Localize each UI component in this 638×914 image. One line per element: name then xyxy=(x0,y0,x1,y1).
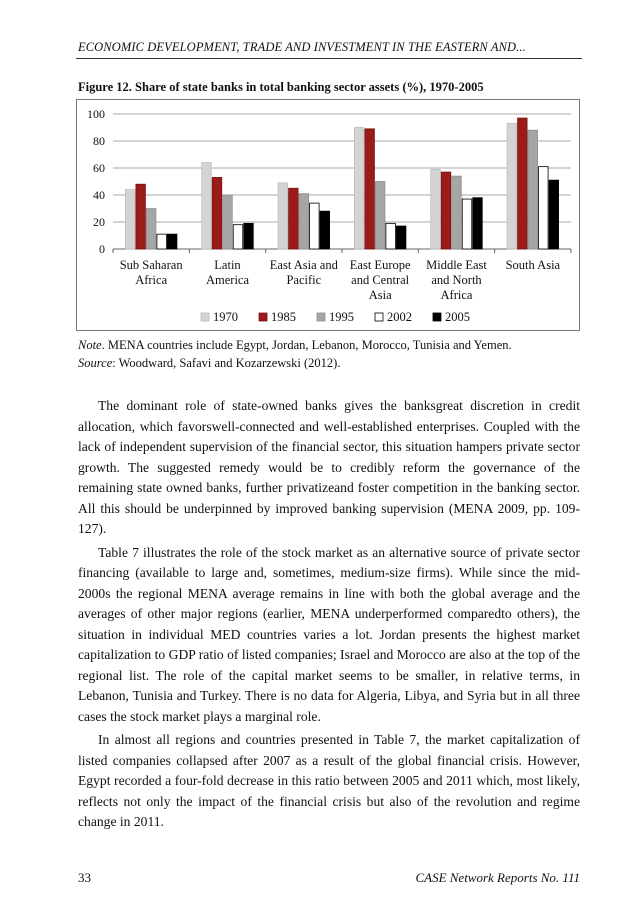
bar-2002 xyxy=(157,234,167,249)
category-label: Asia xyxy=(368,288,392,302)
page-number: 33 xyxy=(78,870,91,885)
bar-2005 xyxy=(244,223,254,249)
y-tick-label: 20 xyxy=(93,215,105,229)
bar-1970 xyxy=(354,128,364,250)
bar-1985 xyxy=(289,188,299,249)
category-label: Pacific xyxy=(286,273,322,287)
paragraph-2: Table 7 illustrates the role of the stock market as an alternative source of private sector financing (available to large and, sometimes, medium-size firms). While since the mid-2000s the regional MENA average remains in line with both the global average and the averages of other major regions (earlier, MENA underperformed comparedto others), the situation in individual MED countries varies a lot. Jordan presents the highest market capitalization to GDP ratio of listed companies; Israel and Morocco are also at the top of the regional list. The role of the capital market seems to be smaller, in relative terms, in Lebanon, Tunisia and Turkey. There is no data for Algeria, Libya, and Syria but in all three cases the stock market plays a marginal role. xyxy=(78,544,580,724)
bar-1995 xyxy=(452,176,462,249)
category-label: and North xyxy=(431,273,482,287)
legend-label: 2005 xyxy=(445,310,470,324)
bar-1995 xyxy=(299,194,309,249)
bar-2002 xyxy=(462,199,472,249)
bar-chart xyxy=(77,100,579,330)
bar-1970 xyxy=(431,169,441,249)
y-tick-label: 0 xyxy=(99,242,105,256)
bar-2005 xyxy=(320,211,330,249)
bar-1970 xyxy=(507,123,517,249)
source-text: : Woodward, Safavi and Kozarzewski (2012). xyxy=(112,356,341,370)
category-label: Africa xyxy=(440,288,473,302)
category-label: Africa xyxy=(135,273,168,287)
bar-1985 xyxy=(518,118,528,249)
legend-swatch-1995 xyxy=(317,313,325,321)
bar-2005 xyxy=(549,180,559,249)
figure-note xyxy=(78,336,580,372)
category-label: Middle East xyxy=(426,258,487,272)
source-label: Source xyxy=(78,356,113,370)
header-rule xyxy=(76,58,582,59)
bar-1985 xyxy=(441,172,451,249)
bar-1995 xyxy=(375,182,385,250)
category-label: and Central xyxy=(351,273,410,287)
legend-label: 1970 xyxy=(213,310,238,324)
note-text: . MENA countries include Egypt, Jordan, Lebanon, Morocco, Tunisia and Yemen. xyxy=(101,338,512,352)
running-head: ECONOMIC DEVELOPMENT, TRADE AND INVESTMENT IN THE EASTERN AND... xyxy=(78,40,526,54)
bar-1970 xyxy=(202,163,212,249)
category-label: East Europe xyxy=(349,258,411,272)
category-label: East Asia and xyxy=(269,258,338,272)
y-tick-label: 100 xyxy=(87,107,105,121)
figure-title: Figure 12. Share of state banks in total banking sector assets (%), 1970-2005 xyxy=(78,80,484,94)
bar-1995 xyxy=(528,130,538,249)
bar-1985 xyxy=(365,129,375,249)
bar-1985 xyxy=(136,184,146,249)
legend-label: 1995 xyxy=(329,310,354,324)
y-tick-label: 40 xyxy=(93,188,105,202)
bar-2005 xyxy=(473,198,483,249)
bar-1970 xyxy=(125,190,135,249)
body-text xyxy=(78,396,580,833)
legend-swatch-1970 xyxy=(201,313,209,321)
legend-swatch-1985 xyxy=(259,313,267,321)
bar-2002 xyxy=(539,167,549,249)
paragraph-3: In almost all regions and countries presented in Table 7, the market capitalization of listed companies collapsed after 2007 as a result of the global financial crisis. However, Egypt recorded a four-fold decrease in this ratio between 2005 and 2011 which, most likely, reflects not only the impact of the financial crisis but also of the revolution and regime change in 2011. xyxy=(78,732,580,829)
category-label: Sub Saharan xyxy=(119,258,183,272)
legend-label: 1985 xyxy=(271,310,296,324)
bar-2002 xyxy=(386,223,396,249)
category-label: Latin xyxy=(214,258,241,272)
category-label: South Asia xyxy=(505,258,561,272)
y-tick-label: 80 xyxy=(93,134,105,148)
footer-series-name: CASE Network Reports No. 111 xyxy=(415,870,580,885)
bar-2005 xyxy=(396,226,406,249)
legend-label: 2002 xyxy=(387,310,412,324)
bar-1985 xyxy=(212,177,222,249)
y-tick-label: 60 xyxy=(93,161,105,175)
paragraph-1: The dominant role of state-owned banks gives the banksgreat discretion in credit allocation, which favorswell-connected and well-established enterprises. Coupled with the lack of independent supervision of the financial sector, this situation hampers private sector growth. The suggested remedy would be to credibly reform the governance of the remaining state owned banks, further privatizeand foster competition in the banking sector. All this should be underpinned by improved banking supervision (MENA 2009, pp. 109- 127). xyxy=(78,398,580,536)
bar-1995 xyxy=(223,195,233,249)
bar-2002 xyxy=(233,225,243,249)
note-label: Note xyxy=(78,338,102,352)
chart-frame xyxy=(76,99,580,331)
category-label: America xyxy=(205,273,250,287)
legend-swatch-2002 xyxy=(375,313,383,321)
bar-2002 xyxy=(310,203,320,249)
bar-1995 xyxy=(146,209,156,250)
source-line xyxy=(78,354,580,372)
bar-2005 xyxy=(167,234,177,249)
bar-1970 xyxy=(278,183,288,249)
note-line xyxy=(78,336,580,354)
legend-swatch-2005 xyxy=(433,313,441,321)
